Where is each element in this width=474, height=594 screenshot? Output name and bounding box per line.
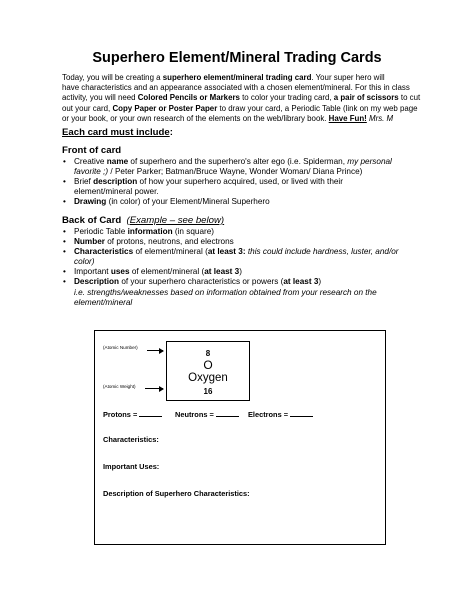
periodic-table-square bbox=[166, 341, 250, 401]
list-item bbox=[62, 267, 418, 277]
list-italic: favorite ;) bbox=[74, 167, 109, 177]
list-text: Creative bbox=[74, 157, 107, 166]
list-emphasis: description bbox=[93, 177, 138, 187]
list-text: Important bbox=[74, 267, 111, 277]
intro-text: out your card, bbox=[62, 103, 113, 113]
superhero-description-label: Description of Superhero Characteristics: bbox=[103, 489, 250, 498]
intro-text: to draw your card, a Periodic Table (link on my web page bbox=[217, 103, 418, 113]
arrow-icon bbox=[147, 350, 163, 351]
protons-field bbox=[103, 410, 162, 419]
back-heading-label: Back of Card bbox=[62, 215, 122, 226]
list-italic: this could include hardness, luster, and/or bbox=[245, 247, 399, 257]
protons-label: Protons = bbox=[103, 410, 138, 419]
list-italic: color) bbox=[74, 257, 95, 267]
back-of-card-heading bbox=[62, 215, 224, 226]
list-text: of superhero and the superhero's alter ego (i.e. Spiderman, bbox=[128, 157, 348, 166]
protons-blank bbox=[139, 410, 162, 417]
electrons-field bbox=[248, 410, 313, 419]
intro-text: or your book, or your own research of the elements on the web/library book. bbox=[62, 113, 329, 123]
list-text: of how your superhero acquired, used, or lived with their bbox=[137, 177, 343, 187]
list-text: Periodic Table bbox=[74, 227, 128, 236]
list-item bbox=[62, 157, 418, 177]
example-note: (Example – see below) bbox=[126, 215, 225, 226]
list-text: of element/mineral ( bbox=[133, 247, 208, 257]
page-title: Superhero Element/Mineral Trading Cards bbox=[92, 50, 382, 66]
list-italic: i.e. strengths/weaknesses based on information obtained from your research on the bbox=[74, 287, 377, 297]
list-emphasis: at least 3 bbox=[204, 267, 240, 277]
intro-text: have characteristics and an appearance associated with a chosen element/mineral. For this in class bbox=[62, 83, 410, 93]
list-text: ) bbox=[239, 267, 242, 277]
front-requirements-list bbox=[62, 157, 418, 207]
author-signature: Mrs. M bbox=[366, 113, 394, 123]
element-symbol: O bbox=[203, 358, 213, 372]
list-item bbox=[62, 247, 418, 267]
list-item bbox=[62, 277, 418, 307]
atomic-number: 8 bbox=[205, 349, 211, 358]
intro-text: . Your super hero will bbox=[311, 73, 385, 82]
list-text: element/mineral power. bbox=[74, 187, 159, 197]
front-of-card-heading: Front of card bbox=[62, 145, 122, 156]
list-emphasis: at least 3 bbox=[283, 277, 319, 287]
list-emphasis: Characteristics bbox=[74, 247, 134, 257]
neutrons-label: Neutrons = bbox=[175, 410, 214, 419]
list-item bbox=[62, 197, 418, 207]
have-fun-text: Have Fun! bbox=[328, 113, 367, 123]
neutrons-field bbox=[175, 410, 239, 419]
element-name: Oxygen bbox=[188, 372, 228, 384]
intro-emphasis: Copy Paper or Poster Paper bbox=[112, 103, 218, 113]
atomic-number-label: (Atomic Number) bbox=[103, 345, 138, 350]
intro-paragraph bbox=[62, 73, 421, 124]
intro-text: Today, you will be creating a bbox=[62, 73, 163, 82]
list-text: / Peter Parker; Batman/Bruce Wayne, Wonder Woman/ Diana Prince) bbox=[108, 167, 363, 177]
intro-text: activity, you will need bbox=[62, 93, 138, 103]
list-emphasis: at least 3: bbox=[207, 247, 246, 257]
arrow-icon bbox=[145, 388, 163, 389]
neutrons-blank bbox=[216, 410, 239, 417]
list-item bbox=[62, 177, 418, 197]
list-emphasis: uses bbox=[110, 267, 130, 277]
electrons-blank bbox=[290, 410, 313, 417]
must-include-label: Each card must include bbox=[62, 127, 170, 138]
list-text: ) bbox=[318, 277, 322, 287]
list-item bbox=[62, 237, 418, 247]
characteristics-label: Characteristics: bbox=[103, 435, 159, 444]
intro-text: to color your trading card, bbox=[239, 93, 334, 103]
list-emphasis: Description bbox=[74, 277, 120, 287]
list-italic: my personal bbox=[347, 157, 392, 166]
intro-emphasis: a pair of scissors bbox=[333, 93, 399, 103]
intro-emphasis: superhero element/mineral trading card bbox=[162, 73, 312, 82]
list-text: of your superhero characteristics or powers ( bbox=[119, 277, 284, 287]
list-emphasis: Number bbox=[74, 237, 105, 247]
must-include-colon: : bbox=[169, 127, 173, 138]
example-trading-card bbox=[94, 330, 386, 545]
list-text: (in color) of your Element/Mineral Superhero bbox=[106, 197, 270, 207]
list-emphasis: Drawing bbox=[74, 197, 107, 207]
list-text: (in square) bbox=[172, 227, 215, 236]
atomic-weight-label: (Atomic Weight) bbox=[103, 384, 136, 389]
must-include-heading bbox=[62, 127, 173, 138]
list-emphasis: name bbox=[106, 157, 129, 166]
list-text: of protons, neutrons, and electrons bbox=[104, 237, 234, 247]
list-item bbox=[62, 227, 418, 237]
atomic-weight: 16 bbox=[203, 387, 213, 396]
intro-emphasis: Colored Pencils or Markers bbox=[137, 93, 240, 103]
list-emphasis: information bbox=[127, 227, 173, 236]
important-uses-label: Important Uses: bbox=[103, 462, 160, 471]
list-italic: element/mineral bbox=[74, 297, 133, 307]
list-text: of element/mineral ( bbox=[129, 267, 205, 277]
intro-text: to cut bbox=[398, 93, 421, 103]
electrons-label: Electrons = bbox=[248, 410, 289, 419]
back-requirements-list bbox=[62, 227, 418, 308]
list-text: Brief bbox=[74, 177, 94, 187]
